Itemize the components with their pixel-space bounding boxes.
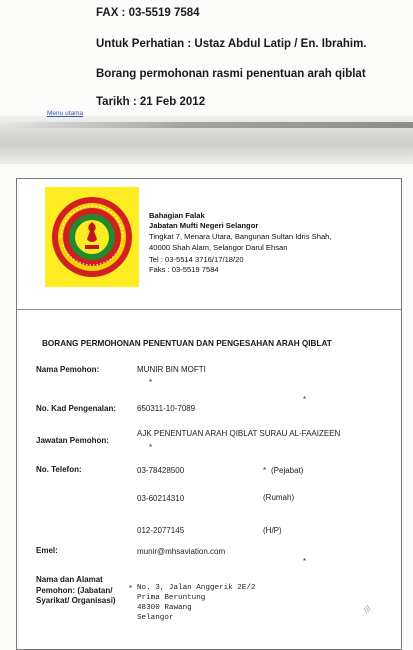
subject-line: Borang permohonan rasmi penentuan arah qiblat [96,68,366,80]
required-marker: * [303,395,307,404]
required-marker: * [303,557,307,566]
ic-label: No. Kad Pengenalan: [36,404,117,413]
email-label: Emel: [36,546,58,555]
address-label: Nama dan Alamat Pemohon: (Jabatan/ Syarikat/ Organisasi) [36,575,116,605]
required-marker: * [129,584,133,593]
jabatan-mufti-logo [45,187,139,287]
ic-field[interactable]: 650311-10-7089 [137,404,196,413]
mobile-phone-tag: (H/P) [263,526,282,535]
office-phone-tag: (Pejabat) [271,466,304,475]
mobile-phone-field[interactable]: 012-2077145 [137,526,185,535]
division-name: Bahagian Falak [149,211,205,220]
mufti-seal-icon [45,187,139,287]
required-marker: * [263,466,267,475]
section-divider [17,309,401,310]
form-title: BORANG PERMOHONAN PENENTUAN DAN PENGESAHAN ARAH QIBLAT [42,339,332,348]
address-textarea[interactable]: No. 3, Jalan Anggerik 2E/2 Prima Beruntung 48300 Rawang Selangor [137,584,256,622]
date-line: Tarikh : 21 Feb 2012 [96,96,206,108]
department-name: Jabatan Mufti Negeri Selangor [149,221,259,230]
position-field[interactable]: AJK PENENTUAN ARAH QIBLAT SURAU AL-FAAIZEEN [137,429,341,438]
address-line-1: Tingkat 7, Menara Utara, Bangunan Sultan Idris Shah, [149,232,332,241]
address-line-2: 40000 Shah Alam, Selangor Darul Ehsan [149,243,288,252]
form-panel [16,178,402,650]
email-field[interactable]: munir@mhsaviation.com [137,547,226,556]
attention-line: Untuk Perhatian : Ustaz Abdul Latip / En. Ibrahim. [96,38,367,50]
name-field[interactable]: MUNIR BIN MOFTI [137,365,206,374]
name-label: Nama Pemohon: [36,365,100,374]
position-label: Jawatan Pemohon: [36,436,109,445]
office-phone-field[interactable]: 03-78428500 [137,466,185,475]
home-phone-field[interactable]: 03-60214310 [137,494,185,503]
home-phone-tag: (Rumah) [263,493,295,502]
org-telephone: Tel : 03-5514 3716/17/18/20 [149,255,244,264]
textarea-resize-handle-icon[interactable]: /// [361,603,373,616]
required-marker: * [149,443,153,452]
menu-utama-link[interactable]: Menu utama [47,110,84,117]
phone-label: No. Telefon: [36,465,82,474]
fax-number: FAX : 03-5519 7584 [96,7,200,19]
header-bar [0,122,413,128]
required-marker: * [149,378,153,387]
org-fax: Faks : 03-5519 7584 [149,265,219,274]
